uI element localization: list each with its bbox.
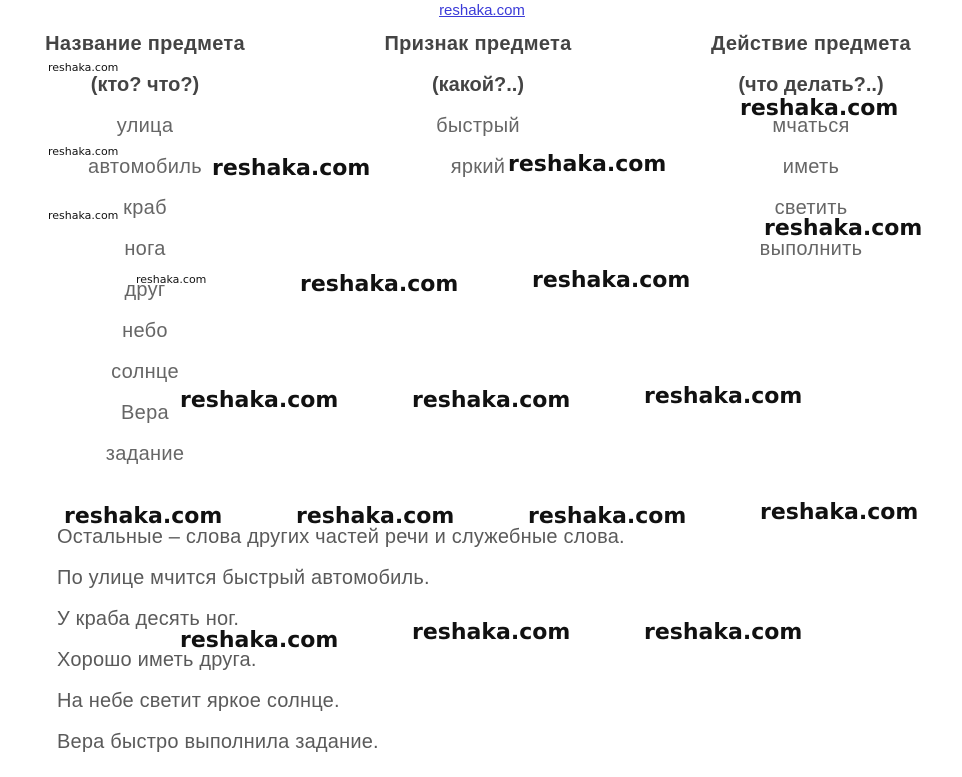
watermark: reshaka.com	[48, 209, 119, 222]
watermark: reshaka.com	[48, 145, 119, 158]
column-heading-attribute: Признак предмета	[384, 33, 572, 55]
word-item: светить	[774, 197, 848, 219]
watermark: reshaka.com	[508, 152, 667, 177]
word-item: выполнить	[759, 238, 863, 260]
column-question-attribute: (какой?..)	[431, 74, 525, 96]
watermark: reshaka.com	[64, 504, 223, 529]
watermark: reshaka.com	[296, 504, 455, 529]
watermark: reshaka.com	[48, 61, 119, 74]
word-item: солнце	[111, 361, 179, 383]
watermark: reshaka.com	[528, 504, 687, 529]
watermark: reshaka.com	[764, 216, 923, 241]
word-item: быстрый	[436, 115, 520, 137]
watermark: reshaka.com	[300, 272, 459, 297]
watermark: reshaka.com	[644, 384, 803, 409]
watermark: reshaka.com	[644, 620, 803, 645]
watermark: reshaka.com	[212, 156, 371, 181]
site-link[interactable]: reshaka.com	[439, 2, 525, 19]
sentence: Остальные – слова других частей речи и служебные слова.	[57, 526, 625, 548]
watermark: reshaka.com	[412, 388, 571, 413]
sentence: По улице мчится быстрый автомобиль.	[57, 567, 430, 589]
word-item: задание	[105, 443, 185, 465]
word-item: мчаться	[772, 115, 850, 137]
watermark: reshaka.com	[412, 620, 571, 645]
column-heading-action: Действие предмета	[711, 33, 911, 55]
watermark: reshaka.com	[136, 273, 207, 286]
watermark: reshaka.com	[180, 628, 339, 653]
sentence: У краба десять ног.	[57, 608, 240, 630]
sentence: Вера быстро выполнила задание.	[57, 731, 379, 753]
sentence: Хорошо иметь друга.	[57, 649, 257, 671]
sentence: На небе светит яркое солнце.	[57, 690, 340, 712]
word-item: Вера	[121, 402, 169, 424]
word-item: иметь	[782, 156, 840, 178]
word-item: нога	[124, 238, 166, 260]
column-question-name: (кто? что?)	[90, 74, 200, 96]
word-item: яркий	[450, 156, 506, 178]
word-item: улица	[116, 115, 174, 137]
watermark: reshaka.com	[532, 268, 691, 293]
column-question-action: (что делать?..)	[738, 74, 884, 96]
word-item: автомобиль	[88, 156, 202, 178]
word-item: краб	[123, 197, 167, 219]
word-item: небо	[122, 320, 168, 342]
column-heading-name: Название предмета	[45, 33, 245, 55]
watermark: reshaka.com	[180, 388, 339, 413]
watermark: reshaka.com	[760, 500, 919, 525]
word-item: друг	[124, 279, 166, 301]
watermark: reshaka.com	[740, 96, 899, 121]
